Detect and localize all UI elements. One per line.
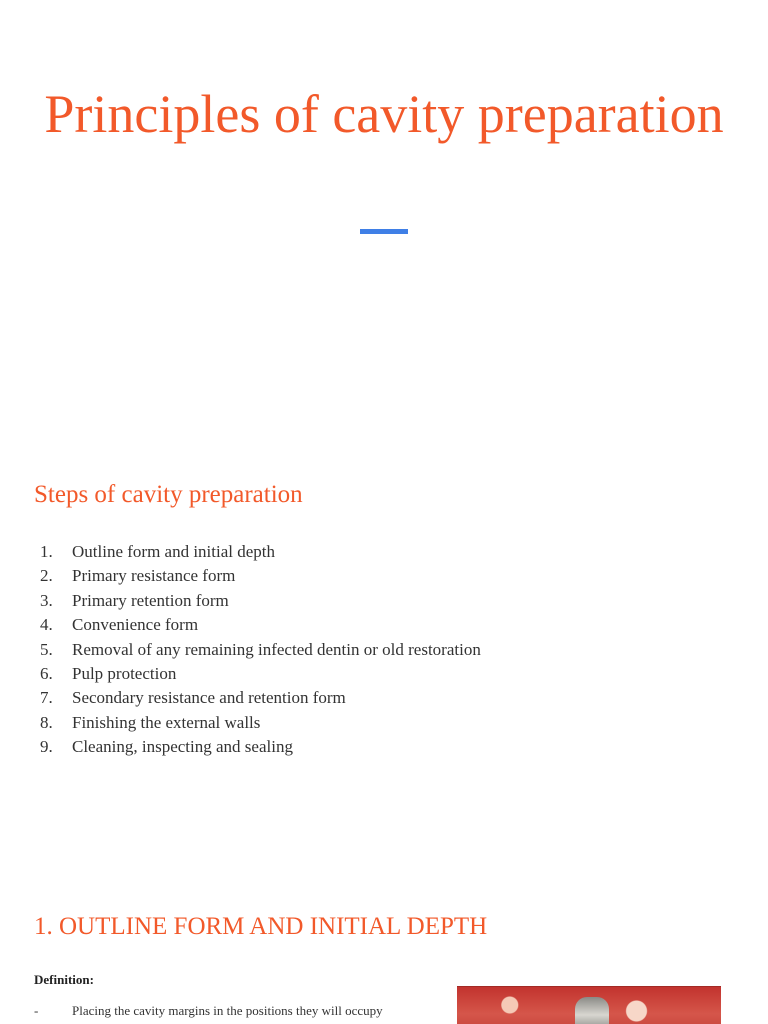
list-item	[40, 711, 481, 735]
step-text: Convenience form	[72, 615, 199, 635]
bullet-text: Placing the cavity margins in the positions they will occupy	[72, 1003, 383, 1018]
step-number: 6.	[40, 664, 53, 684]
title-accent-bar	[360, 229, 408, 234]
step-text: Primary retention form	[72, 590, 229, 610]
outline-heading: 1. OUTLINE FORM AND INITIAL DEPTH	[34, 913, 488, 940]
step-number: 5.	[40, 639, 53, 659]
steps-heading: Steps of cavity preparation	[34, 481, 303, 508]
bullet-dash: -	[34, 1003, 39, 1018]
outline-slide	[0, 862, 768, 1024]
step-number: 4.	[40, 615, 53, 635]
clinical-photo	[457, 986, 721, 1024]
list-item	[40, 540, 481, 564]
dental-instrument-image	[575, 997, 609, 1024]
step-number: 1.	[40, 542, 53, 561]
definition-bullet	[34, 1003, 383, 1019]
definition-label: Definition:	[34, 972, 94, 987]
step-text: Pulp protection	[72, 664, 177, 684]
list-item	[40, 638, 481, 662]
step-text: Secondary resistance and retention form	[72, 688, 346, 708]
list-item	[40, 686, 481, 710]
title-slide	[0, 0, 768, 432]
steps-slide	[0, 432, 768, 862]
step-text: Primary resistance form	[72, 566, 236, 586]
step-text: Finishing the external walls	[72, 712, 261, 732]
steps-list	[40, 540, 481, 760]
step-text: Removal of any remaining infected dentin or old restoration	[72, 639, 481, 659]
step-number: 8.	[40, 712, 53, 732]
list-item	[40, 735, 481, 759]
step-text: Outline form and initial depth	[72, 542, 276, 561]
list-item	[40, 613, 481, 637]
list-item	[40, 589, 481, 613]
step-number: 3.	[40, 590, 53, 610]
step-number: 7.	[40, 688, 53, 708]
step-number: 9.	[40, 737, 53, 757]
list-item	[40, 564, 481, 588]
list-item	[40, 662, 481, 686]
step-number: 2.	[40, 566, 53, 586]
step-text: Cleaning, inspecting and sealing	[72, 737, 293, 757]
page-title: Principles of cavity preparation	[44, 84, 724, 144]
